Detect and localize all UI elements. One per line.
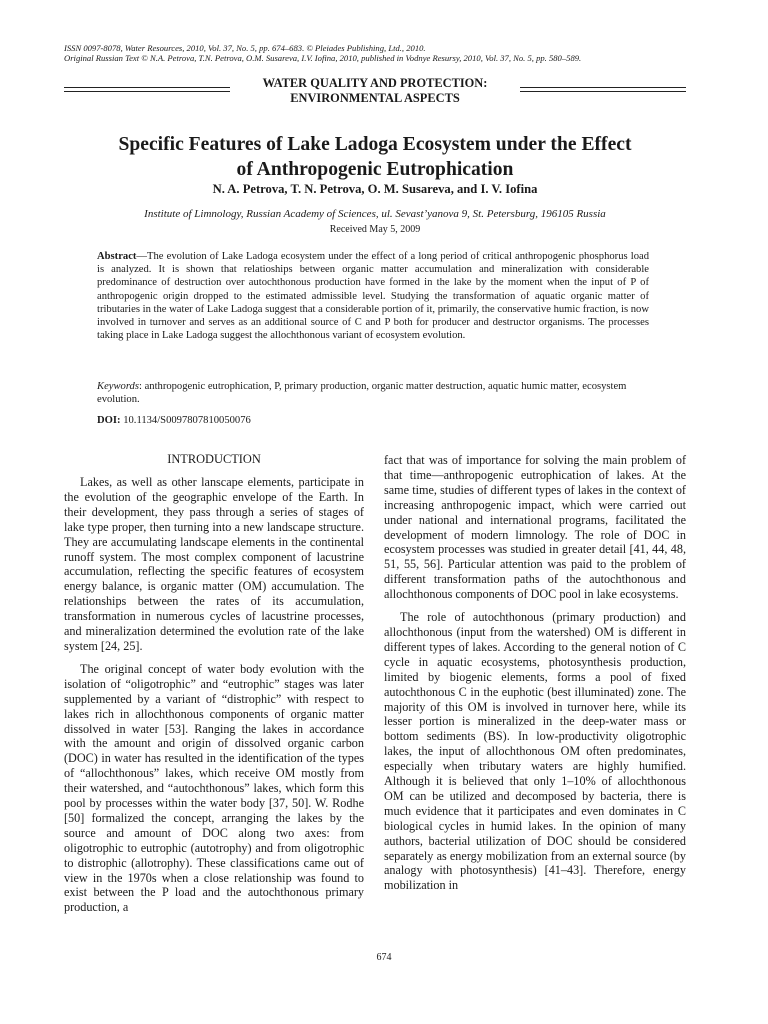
page-number: 674 [376,952,392,963]
introduction-heading: INTRODUCTION [167,452,261,466]
paragraph: The original concept of water body evolution with the isolation of “oligotrophic” and “eutrophic” stages was later supplemented by a variant of “distrophic” with respect to lakes rich in allochthonous components of organic matter dissolved in water [53]. Ranging the lakes in accordance with the amount and origin of dissolved organic carbon (DOC) in water has resulted in the identification of the types of “allochthonous” lakes, which receive OM mostly from their watershed, and “autochthonous” lakes, which form this pool by processes within the water body [37, 50]. W. Rodhe [50] formalized the concept, arranging the lakes by the source and amount of DOC along two axes: from oligotrophic to eutrophic (autotrophy) and from oligotrophic to distrophic (allotrophy). These classifications came out of view in the 1970s when a close relationship was found to exist between the P load and the autochthonous primary production, a [64,661,364,915]
abstract [97,250,649,342]
section-title-line-1: WATER QUALITY AND PROTECTION: [262,76,488,90]
paragraph: The role of autochthonous (primary production) and allochthonous (input from the watershed) OM is different in different types of lakes. According to the general notion of C cycle in aquatic ecosystems, photosynthesis production, limited by biogenic elements, forms a pool of fixed autochthonous C in the euphotic (best illuminated) zone. The majority of this OM is involved in turnover here, while its lesser portion is mineralized in the deep-water mass or bottom sediments (BS). In low-productivity oligotrophic lakes, the input of allochthonous OM often predominates, especially when tributary waters are highly humified. Although it is believed that only 1–10% of allochthonous OM can be utilized and decomposed by bacteria, there is much evidence that it participates and even dominates in C biological cycles in humid lakes. In the opinion of many authors, bacterial utilization of DOC should be considered separately as energy mobilization from an external source (by analogy with photosynthesis) [41–43]. Therefore, energy mobilization in [384,610,686,893]
left-column [64,475,364,923]
journal-header-line-2: Original Russian Text © N.A. Petrova, T.N. Petrova, O.M. Susareva, I.V. Iofina, 2010, published in Vodnye Resursy, 2010, Vol. 37, No. 5, pp. 580–589. [64,53,582,63]
keywords-text: : anthropogenic eutrophication, P, primary production, organic matter destruction, aquatic humic matter, ecosystem evolution. [97,381,627,406]
right-column [384,453,686,901]
doi [97,415,649,426]
section-title-line-2: ENVIRONMENTAL ASPECTS [290,91,460,105]
journal-header-line-1: ISSN 0097-8078, Water Resources, 2010, Vol. 37, No. 5, pp. 674–683. © Pleiades Publishing, Ltd., 2010. [64,43,426,53]
section-rule [520,87,686,88]
doi-value: 10.1134/S0097807810050076 [120,415,251,426]
keywords-label: Keywords [97,381,139,392]
section-rule [64,87,230,88]
paragraph: Lakes, as well as other lanscape elements, participate in the evolution of the geographic envelope of the Earth. In their development, they pass through a series of stages of lake type proper, then turning into a new landscape structure. They are accumulating landscape elements in the continental runoff system. The most complex component of lacustrine accumulation, reflecting the specific features of ecosystem energy balance, is organic matter (OM) accumulation. The relationships between the rates of its accumulation, transformation in numerous cycles of lacustrine processes, and mineralization determined the evolution rate of the lake system [24, 25]. [64,475,364,653]
article-title-line-2: of Anthropogenic Eutrophication [236,159,514,180]
section-rule [64,91,230,92]
abstract-label: Abstract [97,251,137,262]
authors: N. A. Petrova, T. N. Petrova, O. M. Susareva, and I. V. Iofina [212,182,538,196]
paragraph: fact that was of importance for solving the main problem of that time—anthropogenic eutrophication of lakes. At the same time, studies of different types of lakes in the context of increasing anthropogenic impact, which were carried out under national and international programs, facilitated the development of modern limnology. The role of DOC in ecosystem processes was studied in greater detail [41, 44, 48, 51, 55, 56]. Particular attention was paid to the problem of different transformation paths of the autochthonous and allochthonous components of DOC pool in lake ecosystems. [384,453,686,602]
article-title-line-1: Specific Features of Lake Ladoga Ecosystem under the Effect [118,134,632,155]
doi-label: DOI: [97,415,121,426]
article-title [64,132,686,182]
section-rule [520,91,686,92]
keywords [97,380,649,406]
abstract-text: —The evolution of Lake Ladoga ecosystem under the effect of a long period of critical anthropogenic phosphorus load is analyzed. It is shown that relatioships between organic matter accumulation and mineralization with considerable predominance of destruction over autochthonous production have formed in the lake by the moment when the input of P of anthropogenic origin dropped to the estimated admissible level. Studying the transformation of aquatic organic matter of tributaries in the water of Lake Ladoga suggest that a considerable portion of it, primarily, the conservative humic fraction, is now involved in turnover and serves as an additional source of C and P both for producer and destructor organisms. The processes taking place in Lake Ladoga suggest the allochthonous variant of ecosystem evolution. [97,251,649,342]
affiliation: Institute of Limnology, Russian Academy of Sciences, ul. Sevast’yanova 9, St. Petersburg, 196105 Russia [144,208,606,220]
received-date: Received May 5, 2009 [329,224,421,235]
